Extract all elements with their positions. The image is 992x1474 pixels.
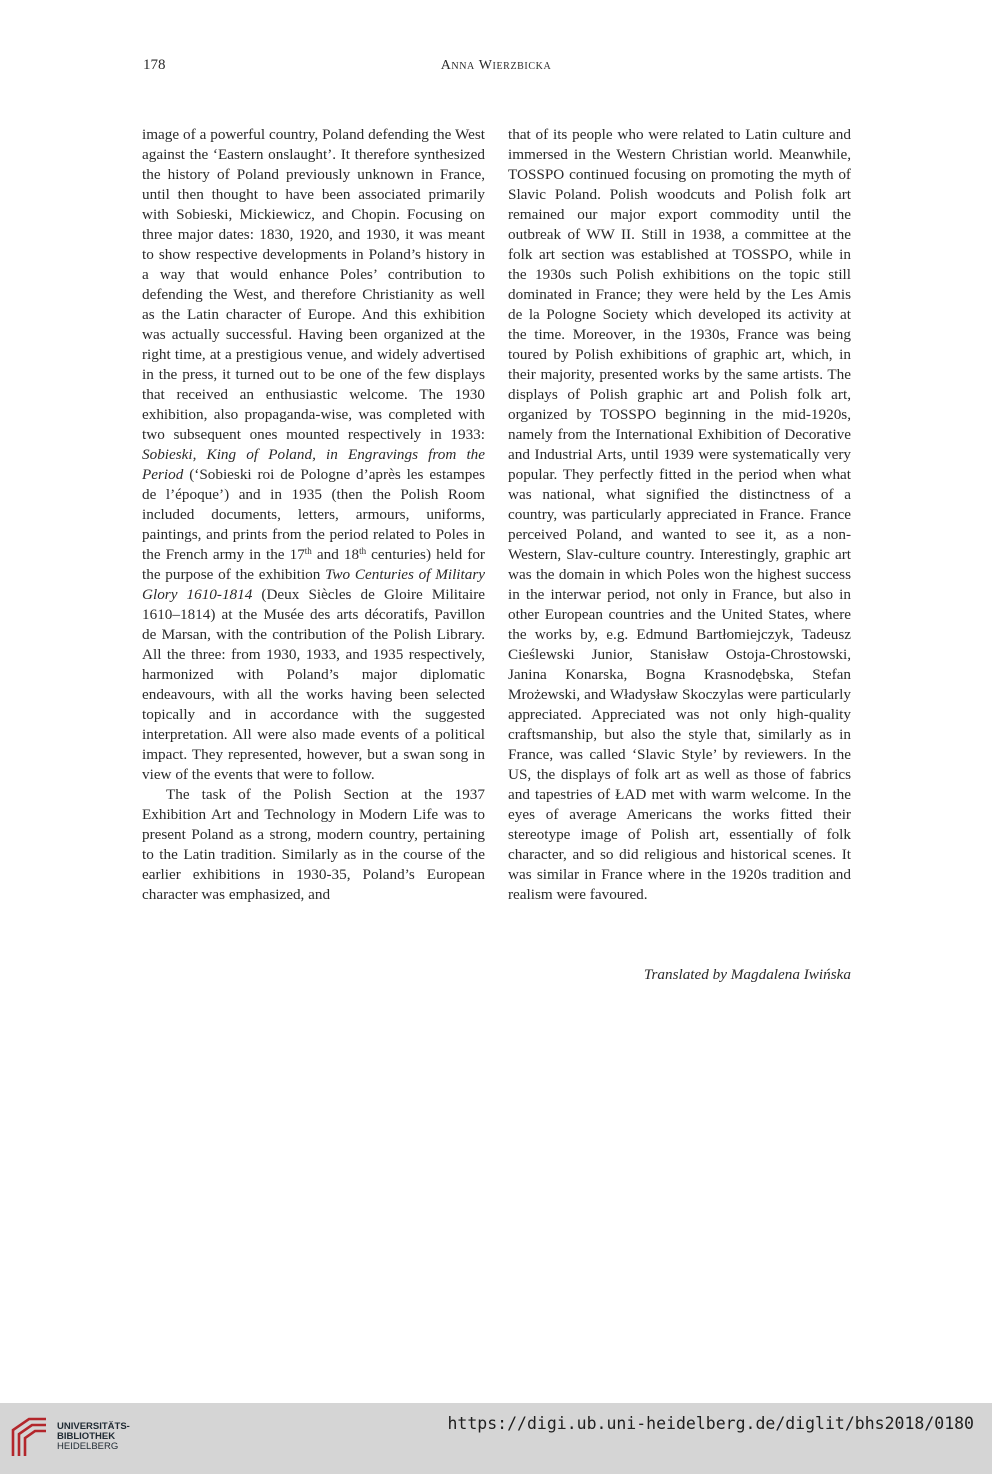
translator-credit: Translated by Magdalena Iwińska (643, 966, 851, 983)
library-logo-icon[interactable] (10, 1414, 50, 1458)
left-column (142, 125, 485, 905)
footer-bar (0, 1403, 992, 1474)
text-segment: (‘Sobieski roi de Pologne d’après les estampes de l’époque’) and in 1935 (then the Polish Room included documents, letters, armours, uniforms, paintings, and prints from the period related to Poles in the French army in the 17 (142, 466, 485, 563)
exhibition-title-sobieski: Sobieski, King of Poland, in Engravings from the Period (142, 446, 485, 483)
text-segment: and 18 (311, 546, 360, 563)
source-url-link[interactable]: https://digi.ub.uni-heidelberg.de/diglit/bhs2018/0180 (447, 1414, 974, 1433)
superscript: th (359, 546, 367, 556)
left-paragraph-2: The task of the Polish Section at the 1937 Exhibition Art and Technology in Modern Life was to present Poland as a strong, modern country, pertaining to the Latin tradition. Similarly as in the course of the earlier exhibitions in 1930-35, Poland’s European character was emphasized, and (142, 786, 485, 903)
library-name-line-3: HEIDELBERG (57, 1441, 119, 1452)
exhibition-title-two-centuries: Two Centuries of Military Glory 1610-1814 (142, 566, 485, 603)
library-name (57, 1422, 130, 1452)
library-name-line-2: BIBLIOTHEK (57, 1431, 116, 1442)
left-paragraph-1 (142, 125, 485, 785)
text-segment: centuries) held for the purpose of the exhibition (142, 546, 485, 583)
library-name-line-1: UNIVERSITÄTS- (57, 1421, 130, 1432)
text-segment: image of a powerful country, Poland defending the West against the ‘Eastern onslaught’. It therefore synthesized the history of Poland previously unknown in France, until then thought to have been associated primarily with Sobieski, Mickiewicz, and Chopin. Focusing on three major dates: 1830, 1920, and 1930, it was meant to show respective developments in Poland’s history in a way that would enhance Poles’ contribution to defending the West, and therefore Christianity as well as the Latin character of Europe. And this exhibition was actually successful. Having been organized at the right time, at a prestigious venue, and widely advertised in the press, it turned out to be one of the few displays that received an enthusiastic welcome. The 1930 exhibition, also propaganda-wise, was completed with two subsequent ones mounted respectively in 1933: (142, 126, 485, 443)
text-segment: (Deux Siècles de Gloire Militaire 1610–1814) at the Musée des arts décoratifs, Pavillon de Marsan, with the contribution of the Polish Library. All the three: from 1930, 1933, and 1935 respectively, harmonized with Poland’s major diplomatic endeavours, with all the works having been selected topically and in accordance with the suggested interpretation. All were also made events of a political impact. They represented, however, but a swan song in view of the events that were to follow. (142, 586, 485, 783)
right-column (508, 125, 851, 905)
superscript: th (304, 546, 312, 556)
right-paragraph-1: that of its people who were related to Latin culture and immersed in the Western Christian world. Meanwhile, TOSSPO continued focusing on promoting the myth of Slavic Poland. Polish woodcuts and Polish folk art remained our major export commodity until the outbreak of WW II. Still in 1938, a committee at the folk art section was established at TOSSPO, while in the 1930s such Polish exhibitions on the topic still dominated in France; they were held by the Les Amis de la Pologne Society which developed its activity at the time. Moreover, in the 1930s, France was being toured by Polish exhibitions of graphic art, which, in their majority, presented works by the same artists. The displays of Polish graphic art and Polish folk art, organized by TOSSPO beginning in the mid-1920s, namely from the International Exhibition of Decorative and Industrial Arts, until 1939 were systematically very popular. They perfectly fitted in the period when what was national, what signified the distinctness of a country, was particularly appreciated in France. France perceived Poland, and wanted to see it, as a non-Western, Slav-culture country. Interestingly, graphic art was the domain in which Poles won the highest success in the interwar period, not only in France, but also in other European countries and the United States, where the works by, e.g. Edmund Bartłomiejczyk, Tadeusz Cieślewski Junior, Stanisław Ostoja-Chrostowski, Janina Konarska, Bogna Krasnodębska, Stefan Mrożewski, and Władysław Skoczylas were particularly appreciated. Appreciated was not only high-quality craftsmanship, but also the style that, similarly as in France, was called ‘Slavic Style’ by reviewers. In the US, the displays of folk art as well as those of fabrics and tapestries of ŁAD met with warm welcome. In the eyes of average Americans the works fitted their stereotype image of Polish art, essentially of folk character, and so did religious and historical scenes. It was similar in France where in the 1920s tradition and realism were favoured. (508, 126, 851, 903)
running-head: Anna Wierzbicka (440, 58, 552, 73)
page-number: 178 (143, 57, 166, 73)
